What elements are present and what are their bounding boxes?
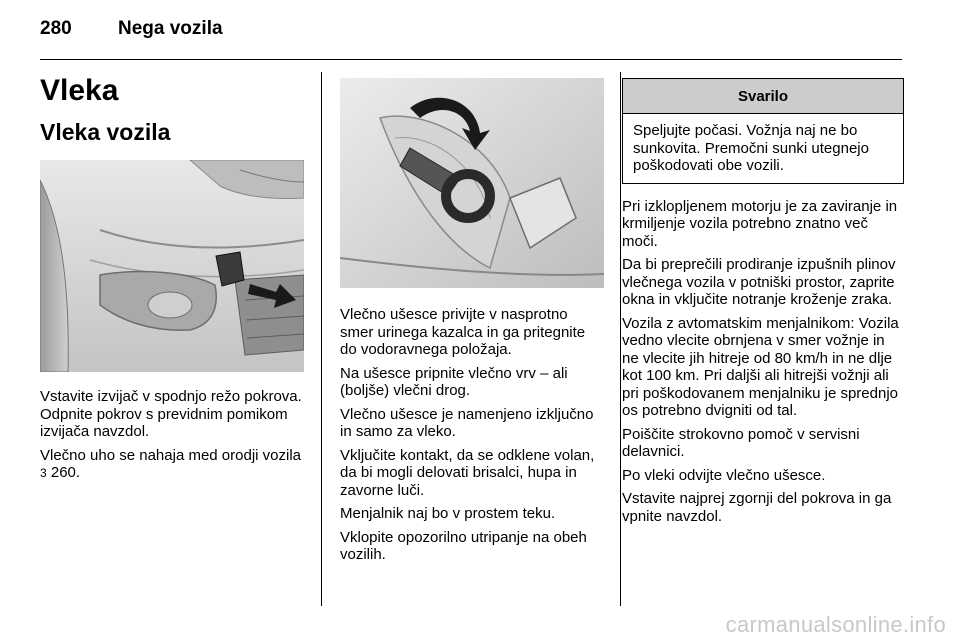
column-right [622,72,904,531]
subsection-title: Vleka vozila [40,119,171,145]
page-number: 280 [40,18,72,39]
car-bumper-cover-illustration [40,160,304,372]
body-paragraph: Vstavite izvijač v spodnjo režo pokrova. Odpnite pokrov s previdnim pomikom izvijača navzdol. [40,388,302,440]
header-rule [40,59,902,60]
body-paragraph: Vozila z avtomatskim menjalnikom: Vozila vedno vlecite obrnjena v smer vožnje in ne vlecite jih hitreje od 80 km/h in ne dlje kot 100 km. Pri daljši ali hitrejši vožnji ali pri poškodovanem menjalniku je sprednjo os potrebno dvigniti od tal. [622,314,899,419]
warning-box [622,78,904,184]
column-left [40,72,304,489]
warning-text: Speljujte počasi. Vožnja naj ne bo sunkovita. Premočni sunki utegnejo poškodovati obe vozili. [633,122,869,174]
paragraph-text: Vlečno uho se nahaja med orodji vozila [40,446,301,464]
body-paragraph: Menjalnik naj bo v prostem teku. [340,505,556,522]
section-title: Vleka [40,74,119,107]
header-title: Nega vozila [118,18,223,39]
arrow-reference-icon: 3 [40,466,47,480]
watermark: carmanualsonline.info [725,612,946,637]
body-paragraph [40,447,304,483]
warning-heading: Svarilo [623,79,903,114]
page-reference[interactable]: 260. [46,464,81,481]
body-paragraph: Vključite kontakt, da se odklene volan, da bi mogli delovati brisalci, hupa in zavorne luči. [340,446,595,499]
column-divider [620,72,621,606]
column-middle [340,72,604,570]
towing-eye-illustration [340,78,604,288]
body-paragraph: Poiščite strokovno pomoč v servisni delavnici. [622,425,860,460]
page-header [40,18,223,44]
body-paragraph: Vstavite najprej zgornji del pokrova in ga vpnite navzdol. [622,490,892,525]
body-paragraph: Vlečno ušesce je namenjeno izključno in samo za vleko. [340,405,594,440]
body-paragraph: Na ušesce pripnite vlečno vrv – ali (boljše) vlečni drog. [340,364,568,399]
column-divider [321,72,322,606]
body-paragraph: Pri izklopljenem motorju je za zaviranje in krmiljenje vozila potrebno znatno več moči. [622,197,898,250]
body-paragraph: Vklopite opozorilno utripanje na obeh vozilih. [340,528,587,563]
body-paragraph: Da bi preprečili prodiranje izpušnih plinov vlečnega vozila v potniški prostor, zaprite okna in vključite notranje kroženje zraka. [622,256,896,308]
body-paragraph: Po vleki odvijte vlečno ušesce. [622,466,826,484]
body-paragraph: Vlečno ušesce privijte v nasprotno smer urinega kazalca in ga pritegnite do vodoravnega položaja. [340,306,586,358]
